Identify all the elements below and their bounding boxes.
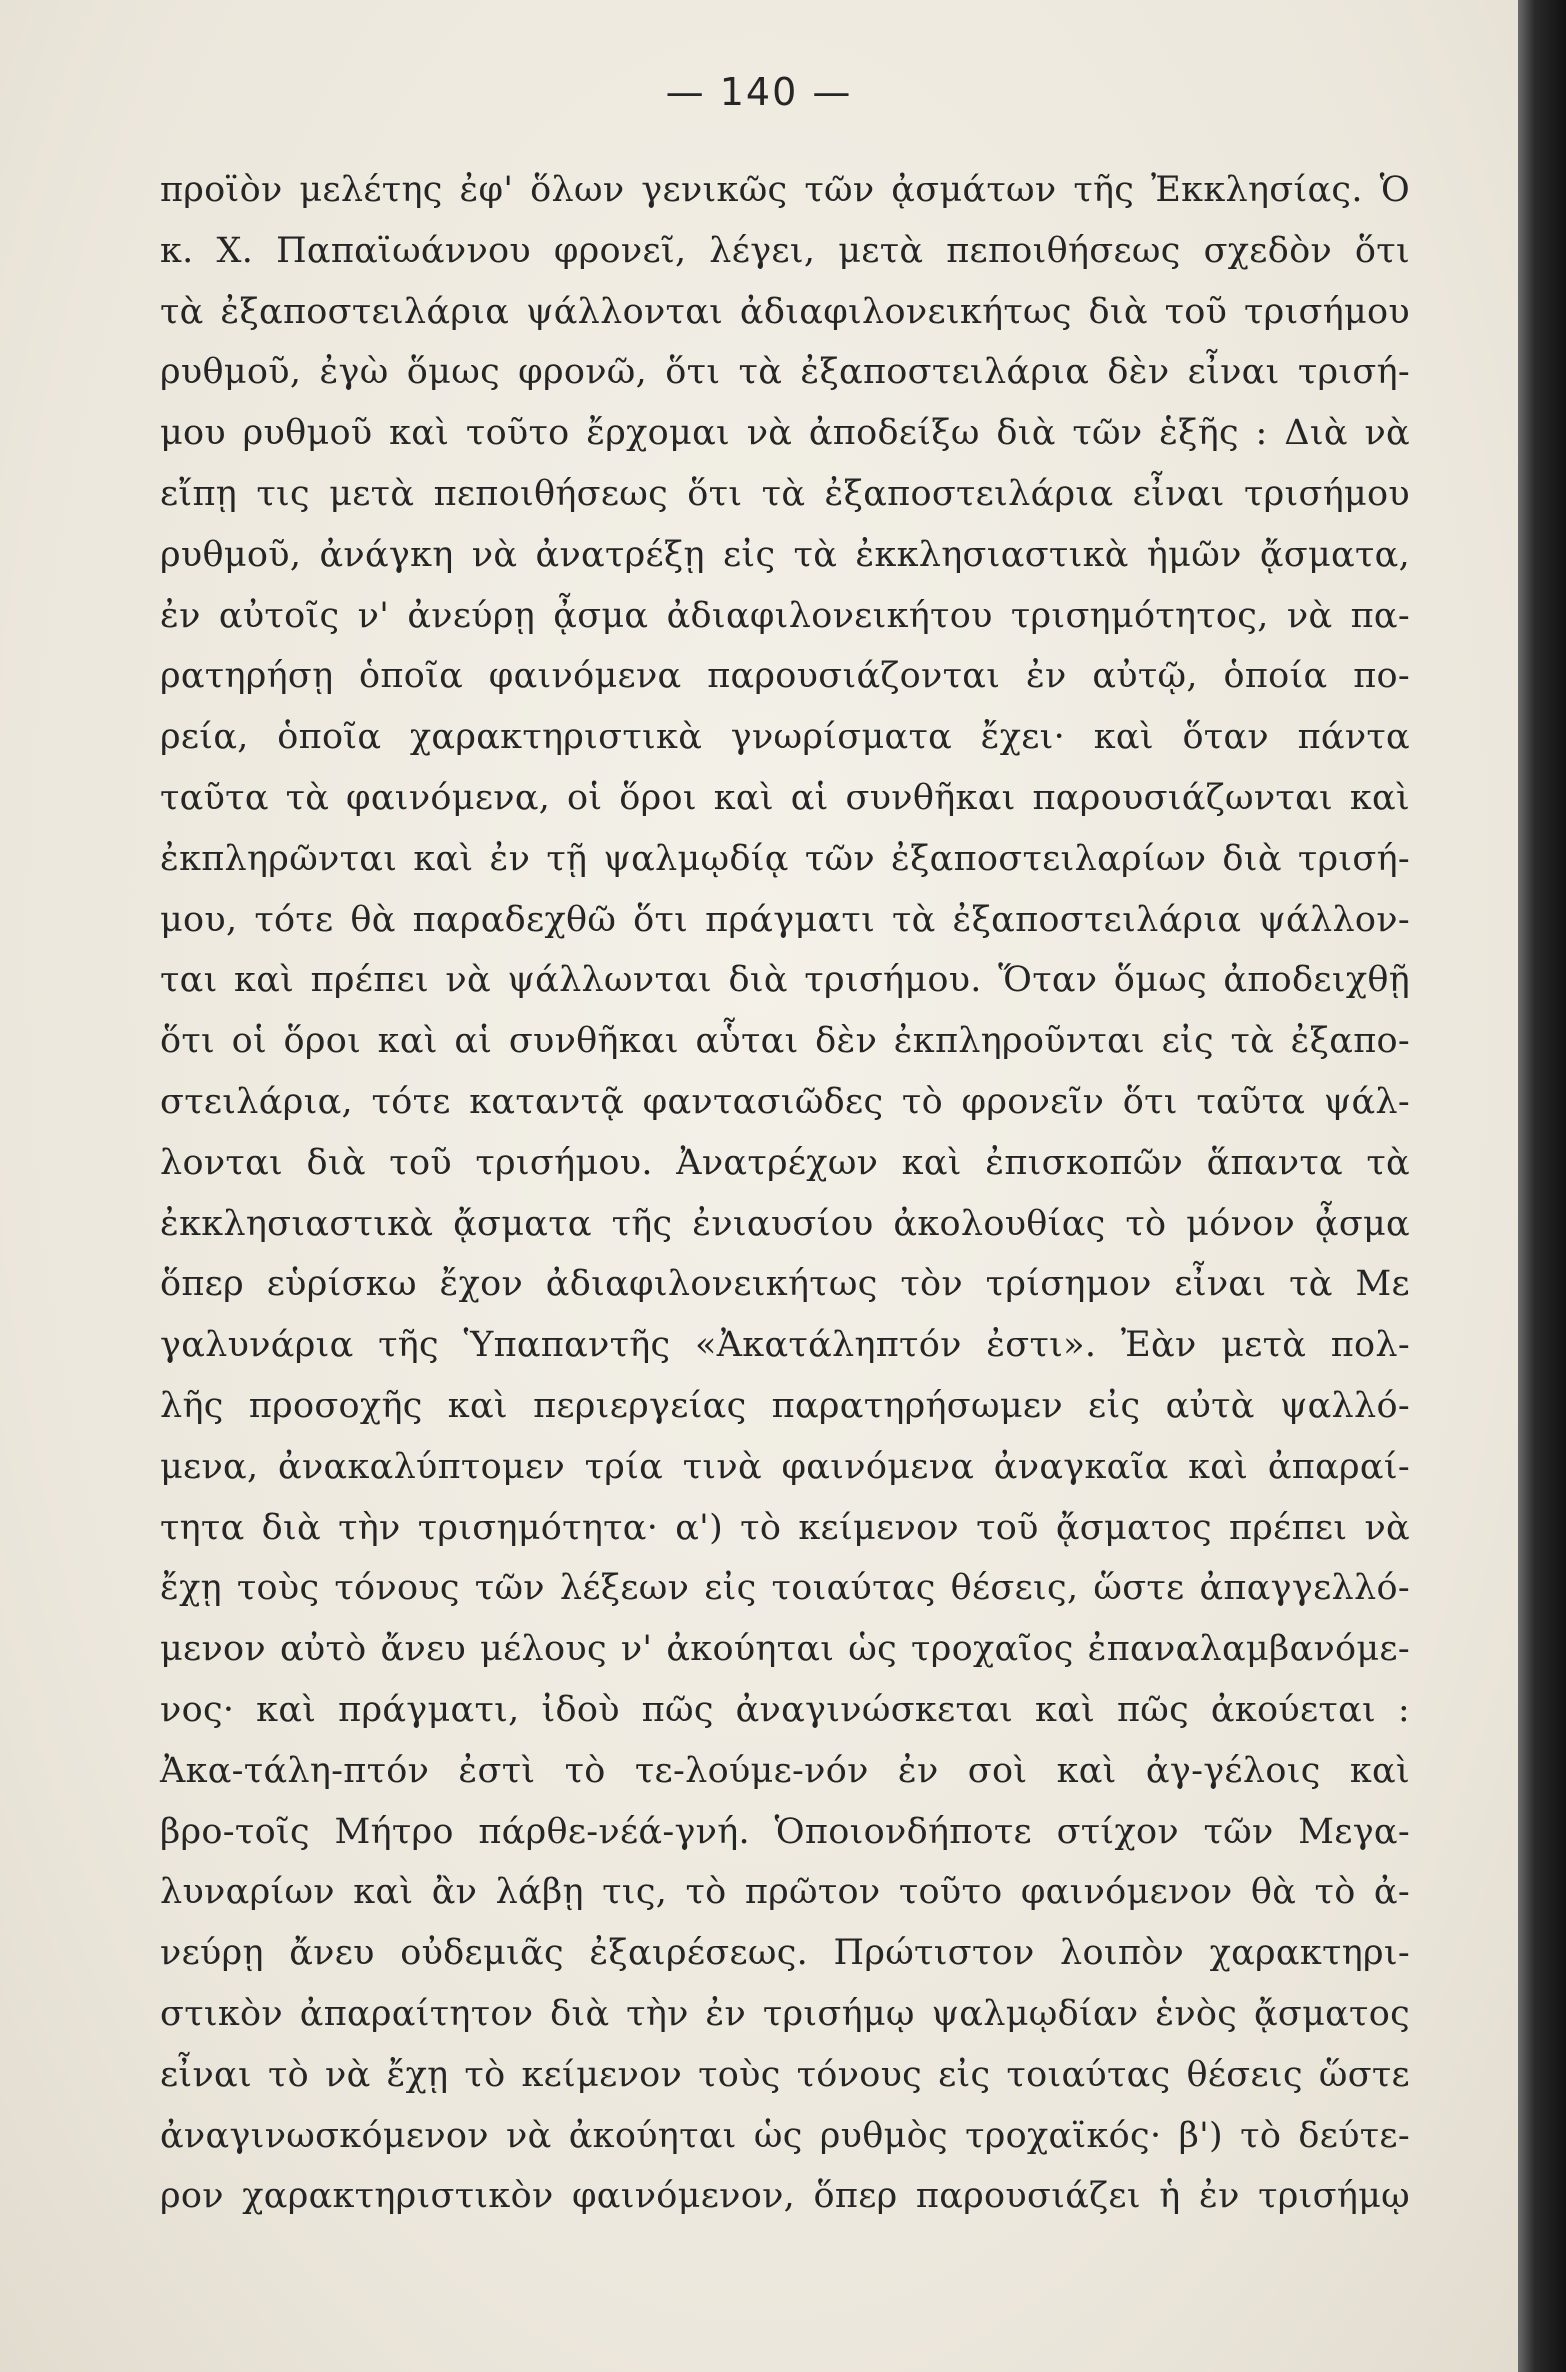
text-line: στειλάρια, τότε καταντᾷ φαντασιῶδες τὸ φρονεῖν ὅτι ταῦτα ψάλ- <box>160 1081 1410 1122</box>
text-line: ἐκκλησιαστικὰ ᾄσματα τῆς ἐνιαυσίου ἀκολουθίας τὸ μόνον ᾆσμα <box>160 1203 1410 1244</box>
text-line: ὅτι οἱ ὅροι καὶ αἱ συνθῆκαι αὗται δὲν ἐκπληροῦνται εἰς τὰ ἐξαπο- <box>160 1021 1410 1062</box>
text-line: νεύρῃ ἄνευ οὐδεμιᾶς ἐξαιρέσεως. Πρώτιστον λοιπὸν χαρακτηρι- <box>160 1933 1410 1974</box>
text-line: τητα διὰ τὴν τρισημότητα· α') τὸ κείμενον τοῦ ᾄσματος πρέπει νὰ <box>160 1507 1410 1548</box>
text-line: ρεία, ὁποῖα χαρακτηριστικὰ γνωρίσματα ἔχει· καὶ ὅταν πάντα <box>160 717 1410 758</box>
text-line: ἐν αὐτοῖς ν' ἀνεύρῃ ᾆσμα ἀδιαφιλονεικήτου τρισημότητος, νὰ πα- <box>160 595 1410 636</box>
text-line: ρατηρήσῃ ὁποῖα φαινόμενα παρουσιάζονται ἐν αὐτῷ, ὁποία πο- <box>160 656 1410 697</box>
text-line: ἀναγινωσκόμενον νὰ ἀκούηται ὡς ρυθμὸς τροχαϊκός· β') τὸ δεύτε- <box>160 2115 1410 2156</box>
text-line: ἐκπληρῶνται καὶ ἐν τῇ ψαλμῳδίᾳ τῶν ἐξαποστειλαρίων διὰ τρισή- <box>160 838 1410 879</box>
text-line: μενα, ἀνακαλύπτομεν τρία τινὰ φαινόμενα ἀναγκαῖα καὶ ἀπαραί- <box>160 1446 1410 1487</box>
text-line: ρυθμοῦ, ἀνάγκη νὰ ἀνατρέξῃ εἰς τὰ ἐκκλησιαστικὰ ἡμῶν ᾄσματα, <box>160 534 1410 575</box>
text-line: ἔχῃ τοὺς τόνους τῶν λέξεων εἰς τοιαύτας θέσεις, ὥστε ἀπαγγελλό- <box>160 1568 1410 1609</box>
body-text <box>160 160 1410 2227</box>
book-binding-shadow <box>1518 0 1566 2372</box>
text-line: εἶναι τὸ νὰ ἔχῃ τὸ κείμενον τοὺς τόνους εἰς τοιαύτας θέσεις ὥστε <box>160 2054 1410 2095</box>
page-number: — 140 — <box>665 70 853 114</box>
text-line: μενον αὐτὸ ἄνευ μέλους ν' ἀκούηται ὡς τροχαῖος ἐπαναλαμβανόμε- <box>160 1629 1410 1670</box>
text-line: βρο-τοῖς Μήτρο πάρθε-νέά-γνή. Ὁποιονδήποτε στίχον τῶν Μεγα- <box>160 1811 1410 1852</box>
text-line: νος· καὶ πράγματι, ἰδοὺ πῶς ἀναγινώσκεται καὶ πῶς ἀκούεται : <box>160 1689 1410 1730</box>
text-line: προϊὸν μελέτης ἐφ' ὅλων γενικῶς τῶν ᾀσμάτων τῆς Ἐκκλησίας. Ὁ <box>160 170 1410 210</box>
text-line: ρον χαρακτηριστικὸν φαινόμενον, ὅπερ παρουσιάζει ἡ ἐν τρισήμῳ <box>160 2176 1410 2217</box>
text-line: λυναρίων καὶ ἂν λάβῃ τις, τὸ πρῶτον τοῦτο φαινόμενον θὰ τὸ ἀ- <box>160 1872 1410 1913</box>
text-line: ρυθμοῦ, ἐγὼ ὅμως φρονῶ, ὅτι τὰ ἐξαποστειλάρια δὲν εἶναι τρισή- <box>160 352 1410 393</box>
text-line: ὅπερ εὑρίσκω ἔχον ἀδιαφιλονεικήτως τὸν τρίσημον εἶναι τὰ Με <box>160 1264 1410 1305</box>
text-line: στικὸν ἀπαραίτητον διὰ τὴν ἐν τρισήμῳ ψαλμῳδίαν ἑνὸς ᾄσματος <box>160 1993 1410 2034</box>
text-line: Ἀκα-τάλη-πτόν ἐστὶ τὸ τε-λούμε-νόν ἐν σοὶ καὶ ἀγ-γέλοις καὶ <box>160 1750 1410 1791</box>
text-line: λῆς προσοχῆς καὶ περιεργείας παρατηρήσωμεν εἰς αὐτὰ ψαλλό- <box>160 1385 1410 1426</box>
text-line: τὰ ἐξαποστειλάρια ψάλλονται ἀδιαφιλονεικήτως διὰ τοῦ τρισήμου <box>160 291 1410 332</box>
text-line: ται καὶ πρέπει νὰ ψάλλωνται διὰ τρισήμου. Ὅταν ὅμως ἀποδειχθῇ <box>160 960 1410 1001</box>
text-line: γαλυνάρια τῆς Ὑπαπαντῆς «Ἀκατάληπτόν ἐστι». Ἐὰν μετὰ πολ- <box>160 1325 1410 1366</box>
text-line: ταῦτα τὰ φαινόμενα, οἱ ὅροι καὶ αἱ συνθῆκαι παρουσιάζωνται καὶ <box>160 777 1410 818</box>
text-line: μου ρυθμοῦ καὶ τοῦτο ἔρχομαι νὰ ἀποδείξω διὰ τῶν ἑξῆς : Διὰ νὰ <box>160 413 1410 454</box>
text-line: λονται διὰ τοῦ τρισήμου. Ἀνατρέχων καὶ ἐπισκοπῶν ἅπαντα τὰ <box>160 1142 1410 1183</box>
text-line: μου, τότε θὰ παραδεχθῶ ὅτι πράγματι τὰ ἐξαποστειλάρια ψάλλον- <box>160 899 1410 940</box>
text-line: κ. Χ. Παπαϊωάννου φρονεῖ, λέγει, μετὰ πεποιθήσεως σχεδὸν ὅτι <box>160 230 1410 271</box>
text-line: εἴπῃ τις μετὰ πεποιθήσεως ὅτι τὰ ἐξαποστειλάρια εἶναι τρισήμου <box>160 473 1410 514</box>
